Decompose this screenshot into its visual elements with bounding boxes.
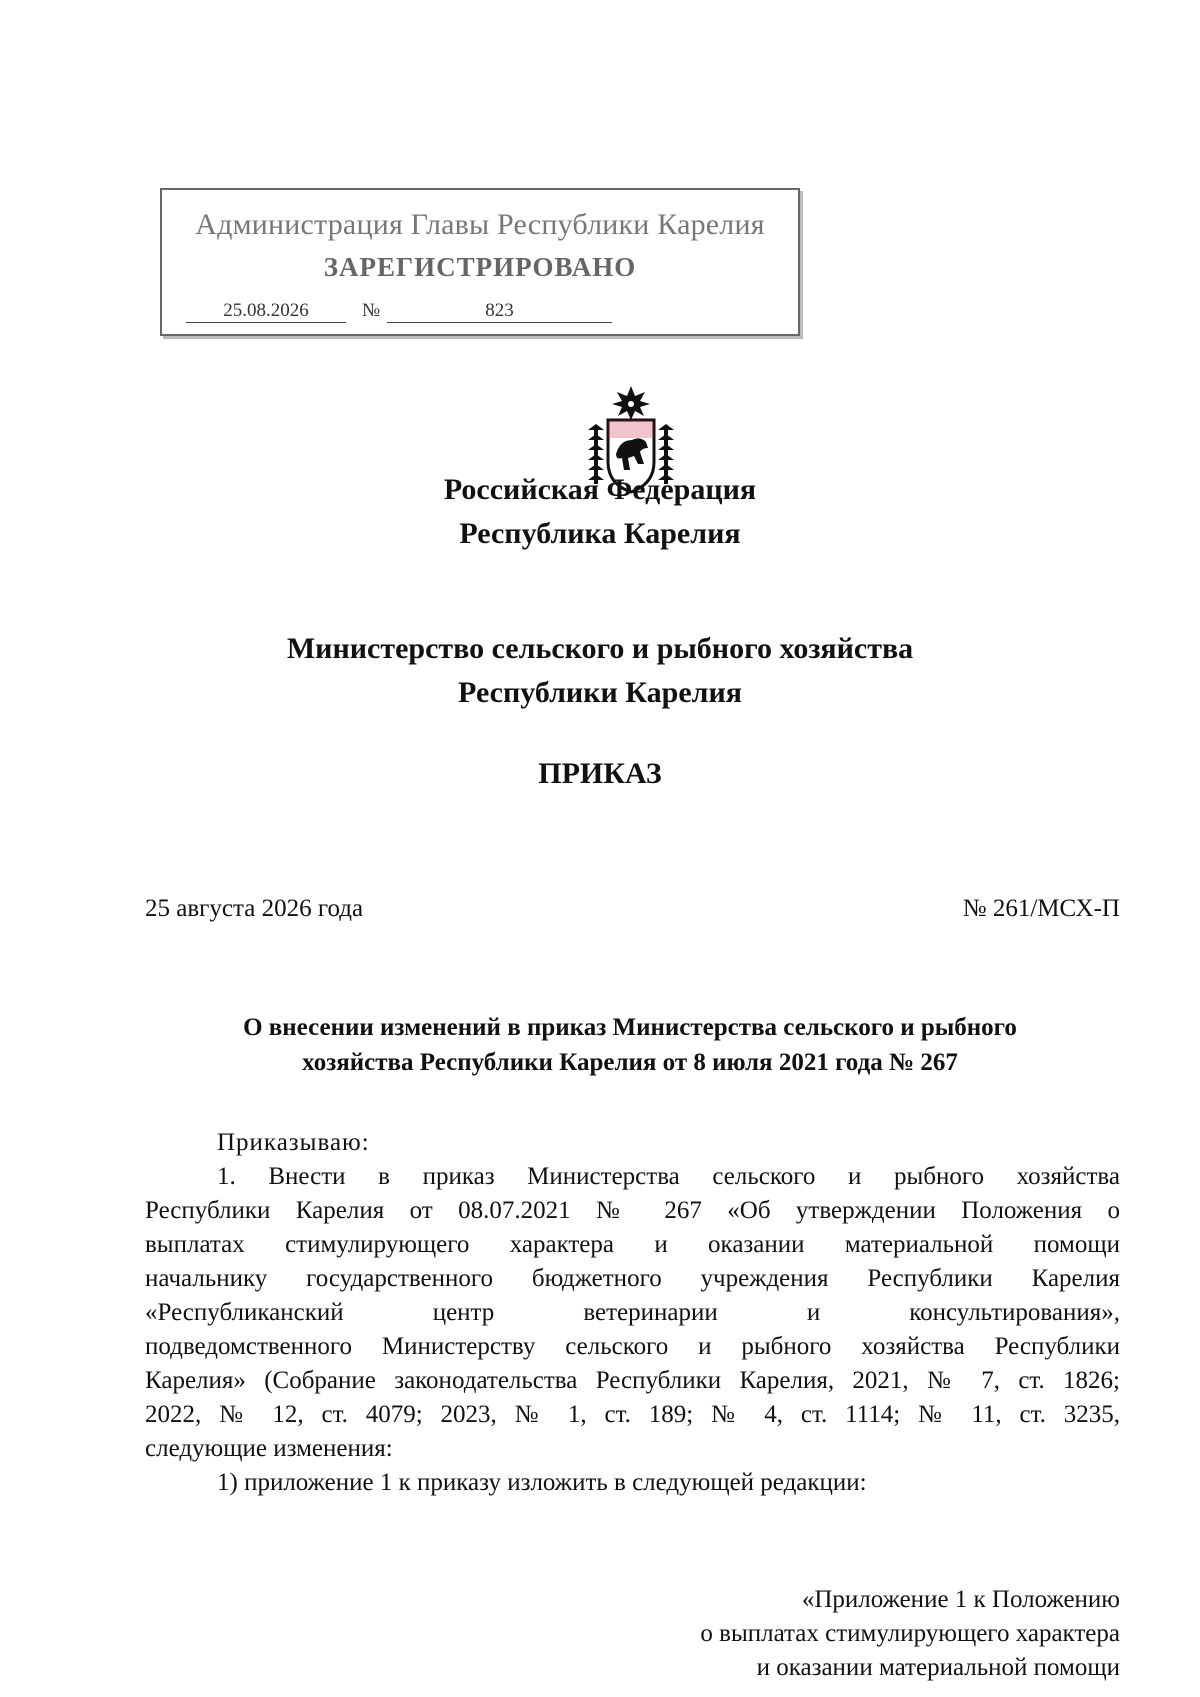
order-body (145, 1126, 1120, 1500)
subject-line1: О внесении изменений в приказ Министерства сельского и рыбного (243, 1014, 1017, 1041)
appendix-line2: о выплатах стимулирующего характера (700, 1620, 1120, 1647)
order-word: Приказываю: (217, 1129, 370, 1156)
order-date: 25 августа 2026 года (145, 895, 364, 922)
body-line: начальнику государственного бюджетного учреждения Республики Карелия (145, 1265, 1120, 1292)
body-line: выплатах стимулирующего характера и оказании материальной помощи (145, 1231, 1120, 1258)
appendix-heading (700, 1583, 1120, 1685)
stamp-org: Администрация Главы Республики Карелия (195, 208, 765, 241)
body-line: Карелия» (Собрание законодательства Республики Карелия, 2021, № 7, ст. 1826; (145, 1367, 1120, 1394)
appendix-line1: «Приложение 1 к Положению (801, 1586, 1120, 1613)
appendix-line3: и оказании материальной помощи (756, 1654, 1120, 1681)
body-item-1: 1) приложение 1 к приказу изложить в следующей редакции: (217, 1469, 867, 1496)
body-line: Республики Карелия от 08.07.2021 № 267 «Об утверждении Положения о (145, 1197, 1120, 1224)
body-line: 1. Внести в приказ Министерства сельского и рыбного хозяйства (217, 1163, 1120, 1190)
header-republic: Республика Карелия (459, 517, 741, 550)
body-line: следующие изменения: (145, 1435, 393, 1462)
stamp-status: ЗАРЕГИСТРИРОВАНО (323, 252, 637, 282)
registration-stamp (160, 188, 800, 336)
stamp-date: 25.08.2026 (186, 300, 346, 323)
order-subject (140, 1010, 1120, 1080)
body-line: «Республиканский центр ветеринарии и консультирования», (145, 1299, 1120, 1326)
body-line: 2022, № 12, ст. 4079; 2023, № 1, ст. 189; № 4, ст. 1114; № 11, ст. 3235, (145, 1401, 1120, 1428)
order-number: № 261/МСХ-П (962, 895, 1120, 922)
header-ministry-line2: Республики Карелия (458, 676, 742, 709)
stamp-number: 823 (387, 300, 612, 323)
doc-type-title: ПРИКАЗ (538, 757, 662, 790)
header-ministry-line1: Министерство сельского и рыбного хозяйства (286, 632, 914, 665)
body-line: подведомственного Министерству сельского и рыбного хозяйства Республики (145, 1333, 1120, 1360)
header-country: Российская Федерация (443, 473, 757, 506)
subject-line2: хозяйства Республики Карелия от 8 июля 2021 года № 267 (302, 1049, 958, 1076)
stamp-number-label: № (362, 300, 381, 321)
